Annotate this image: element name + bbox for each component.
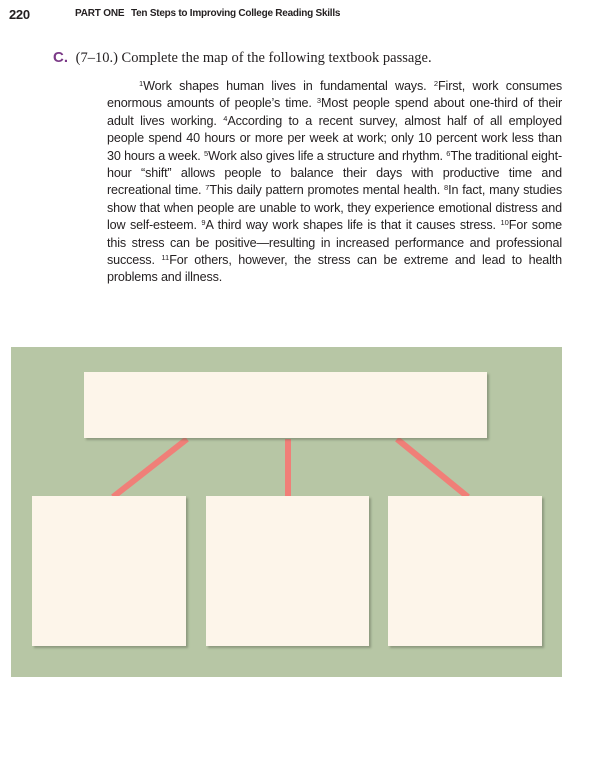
connector-left bbox=[113, 439, 187, 497]
sentence-number: 4 bbox=[223, 113, 228, 123]
sentence-number: 5 bbox=[203, 148, 209, 158]
sentence-number: 10 bbox=[500, 218, 509, 228]
concept-map bbox=[11, 347, 562, 677]
map-detail-box-2[interactable] bbox=[206, 496, 369, 646]
sentence-number: 2 bbox=[433, 79, 438, 88]
textbook-passage bbox=[107, 78, 562, 287]
exercise-instruction bbox=[53, 49, 573, 67]
sentence: In fact, many studies show that when people are unable to work, they experience emotional distress and low self-esteem. bbox=[107, 183, 562, 233]
sentence-number: 8 bbox=[443, 183, 449, 193]
sentence-number: 9 bbox=[201, 218, 206, 228]
sentence: Most people spend about one-third of their adult lives working. bbox=[107, 96, 562, 128]
passage-paragraph bbox=[107, 78, 562, 287]
sentence: According to a recent survey, almost half of all employed people spend 40 hours or more per week at work; only 10 percent work less than 30 hours a week. bbox=[107, 113, 562, 163]
page-number: 220 bbox=[9, 7, 30, 22]
sentence: For others, however, the stress can be extreme and lead to health problems and illness. bbox=[107, 253, 562, 285]
book-title: Ten Steps to Improving College Reading Skills bbox=[131, 8, 341, 19]
sentence: First, work consumes enormous amounts of people’s time. bbox=[107, 79, 563, 111]
sentence: For some this stress can be positive—resulting in increased performance and professional success. bbox=[107, 218, 562, 268]
sentence: The traditional eight-hour “shift” allows people to balance their days with productive time and recreational time. bbox=[107, 148, 562, 198]
connector-right bbox=[397, 439, 468, 497]
map-detail-box-1[interactable] bbox=[32, 496, 186, 646]
sentence: Work also gives life a structure and rhythm. bbox=[208, 148, 447, 163]
running-header bbox=[0, 7, 601, 23]
sentence-number: 1 bbox=[139, 79, 144, 88]
sentence-number: 11 bbox=[161, 253, 170, 263]
sentence: Work shapes human lives in fundamental ways. bbox=[143, 79, 434, 93]
sentence-number: 3 bbox=[316, 96, 322, 106]
part-label: PART ONE bbox=[75, 8, 125, 19]
map-main-idea-box[interactable] bbox=[84, 372, 487, 438]
instruction-text: (7–10.) Complete the map of the following textbook passage. bbox=[75, 50, 432, 66]
exercise-letter: C. bbox=[53, 49, 68, 66]
sentence-number: 6 bbox=[446, 148, 451, 158]
sentence: A third way work shapes life is that it causes stress. bbox=[205, 218, 501, 233]
sentence-number: 7 bbox=[205, 183, 210, 193]
map-detail-box-3[interactable] bbox=[388, 496, 542, 646]
sentence: This daily pattern promotes mental health. bbox=[209, 183, 444, 198]
